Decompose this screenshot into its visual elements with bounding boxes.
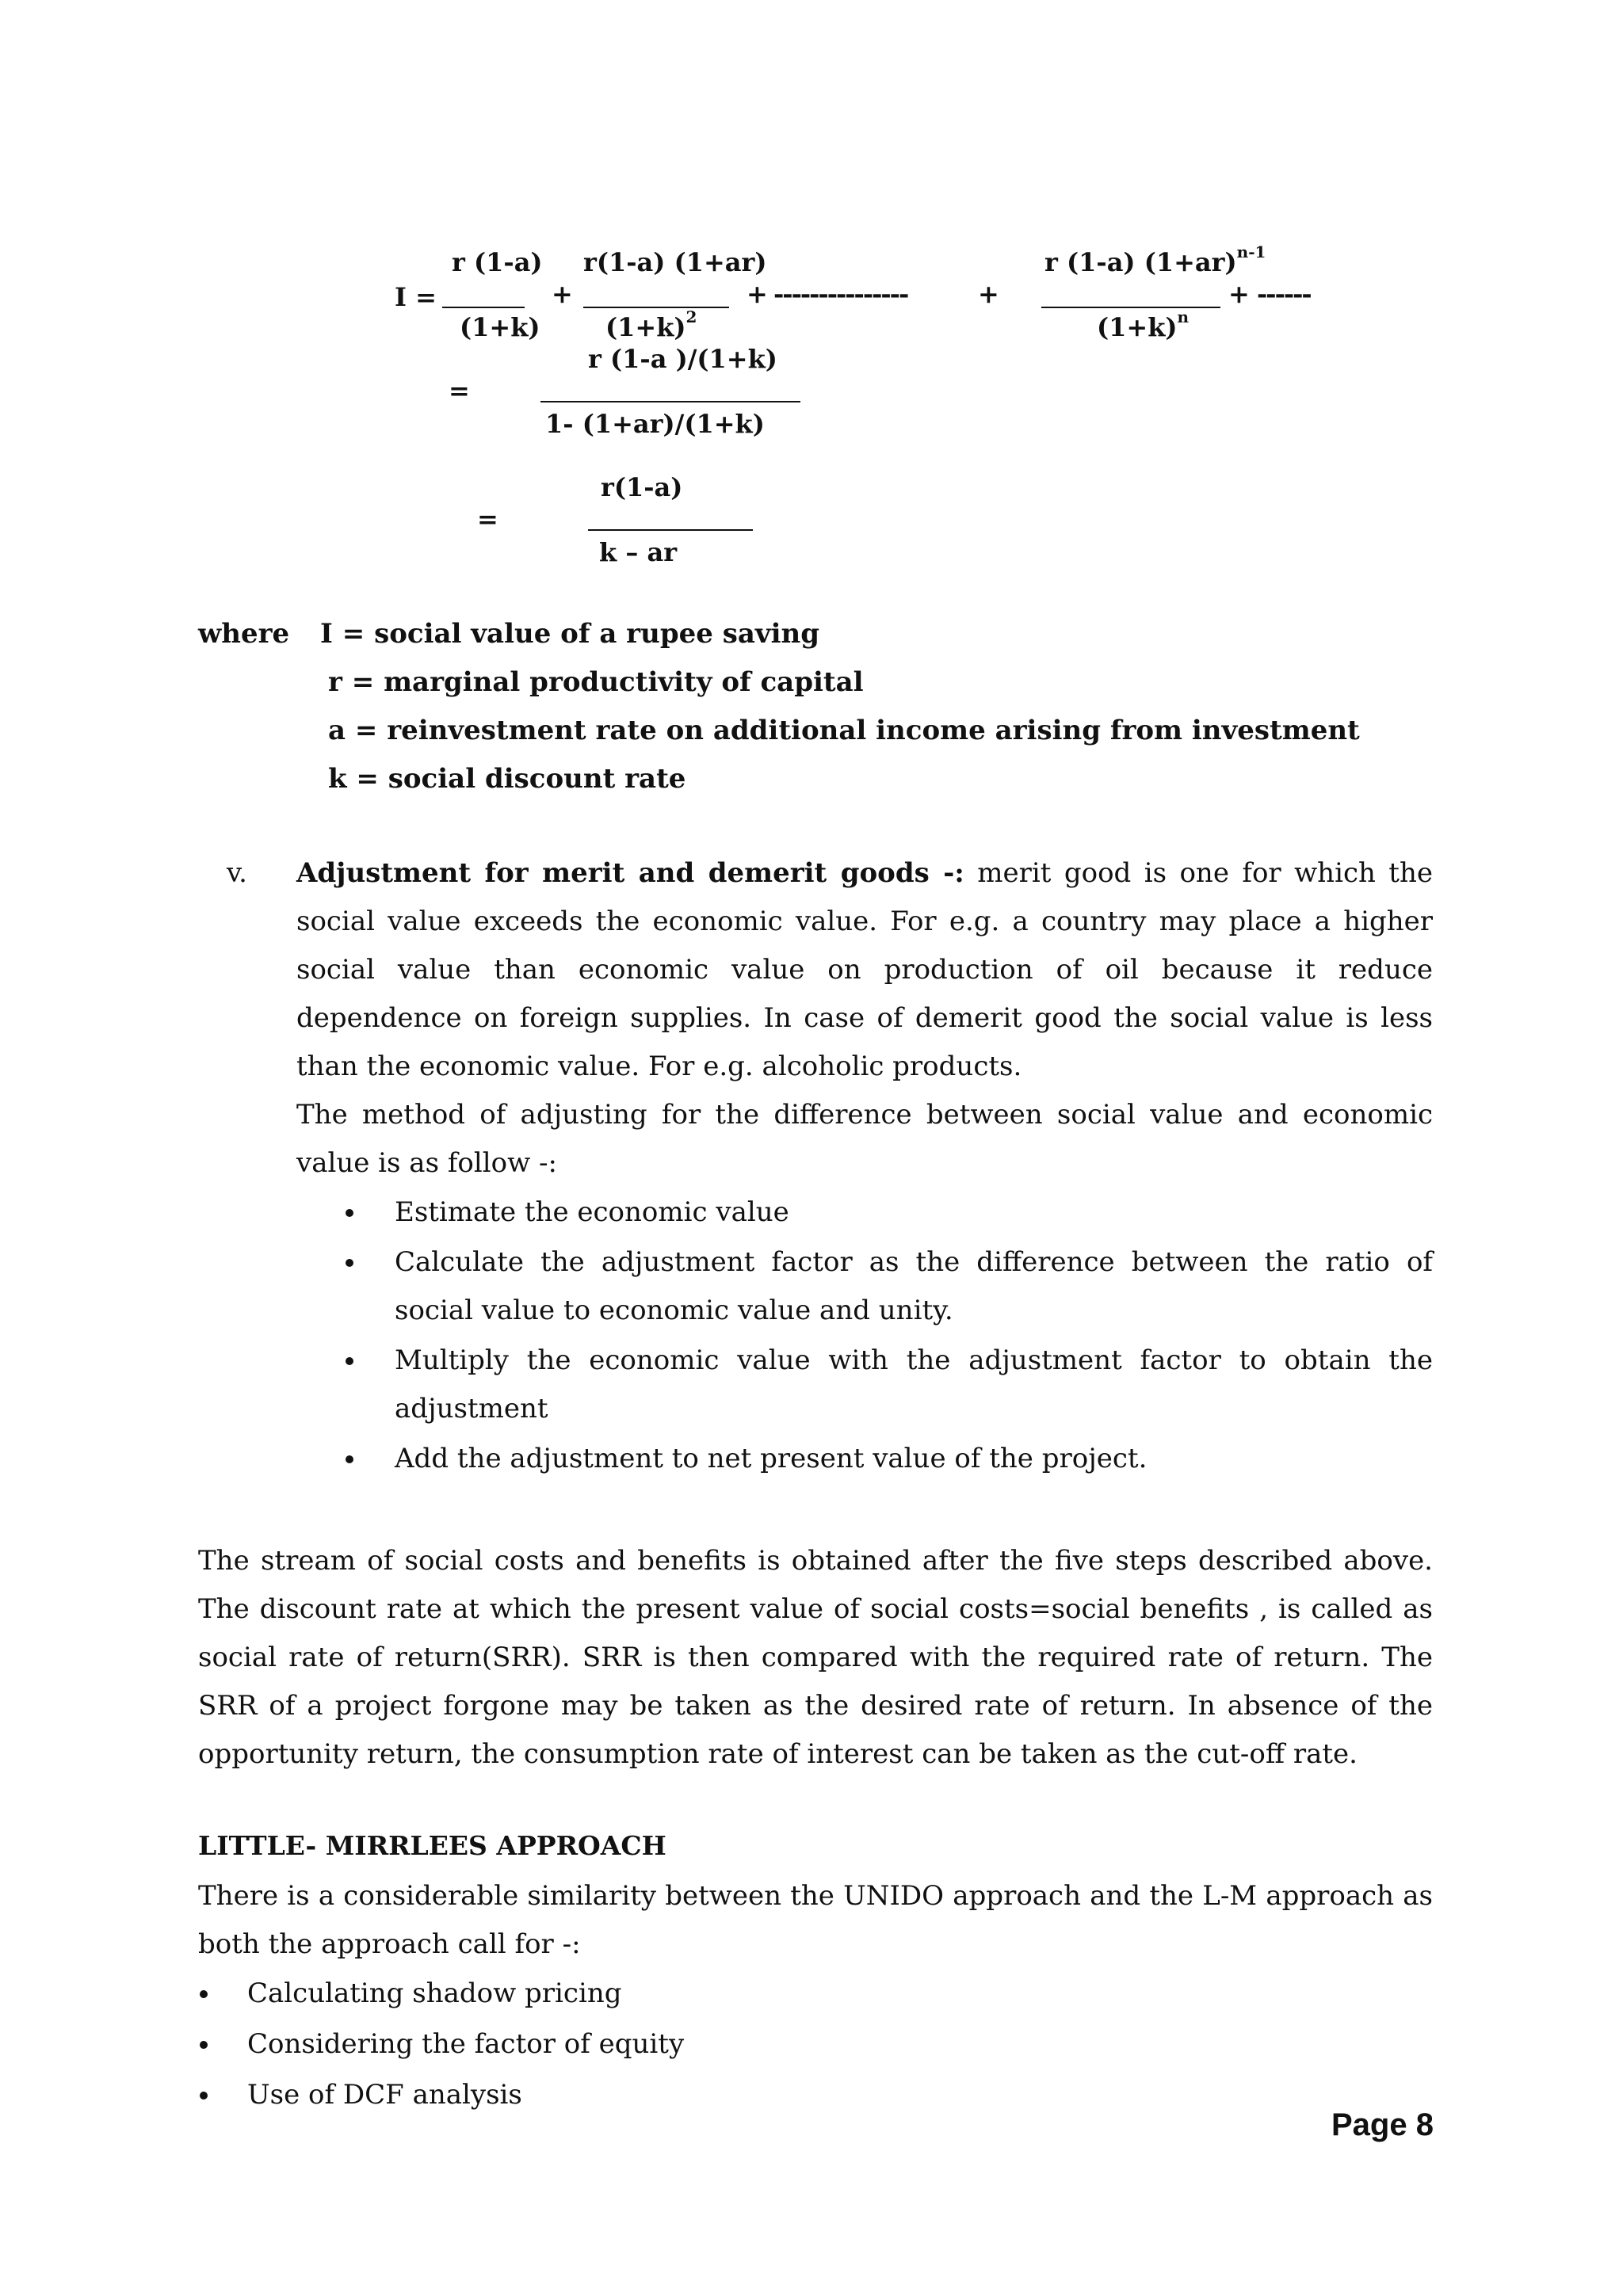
bullet-icon xyxy=(346,1357,353,1365)
term2-denominator: $(1+k)^2$ xyxy=(605,307,697,342)
section-v-paragraph: Adjustment for merit and demerit goods -: merit good is one for which the social value exceeds the economic value. For e.g. a country may place a higher social value than economic value on production of oil because it reduce dependence on foreign supplies. In case of demerit good the social value is less than the economic value. For e.g. alcoholic products. xyxy=(296,857,1433,1082)
list-item: Calculate the adjustment factor as the difference between the ratio of social value to economic value and unity. xyxy=(395,1238,1433,1335)
lm-requirements-list xyxy=(247,1970,1357,2119)
step3-numerator: r(1-a) xyxy=(601,472,683,502)
section-title: Adjustment for merit and demerit goods -: xyxy=(296,857,964,889)
step3-denominator: k – ar xyxy=(599,537,678,567)
list-item: Add the adjustment to net present value of the project. xyxy=(395,1435,1433,1483)
ellipsis-dashes: --------------- xyxy=(773,279,908,309)
bullet-icon xyxy=(200,2092,208,2100)
where-label: where xyxy=(198,618,290,650)
list-item: Estimate the economic value xyxy=(395,1188,1433,1237)
term2-numerator: r(1-a) (1+ar) xyxy=(583,247,767,277)
list-item: Calculating shadow pricing xyxy=(247,1970,1357,2018)
list-item: Multiply the economic value with the adjustment factor to obtain the adjustment xyxy=(395,1337,1433,1433)
definition-item: I = social value of a rupee saving xyxy=(320,618,820,650)
list-item: Considering the factor of equity xyxy=(247,2020,1357,2069)
adjustment-steps-list xyxy=(395,1188,1433,1483)
bullet-icon xyxy=(346,1455,353,1463)
fraction-bar xyxy=(583,307,729,308)
fraction-bar xyxy=(540,401,800,402)
equals-sign: = xyxy=(477,504,498,534)
step2-numerator: r (1-a )/(1+k) xyxy=(588,344,777,374)
section-heading: LITTLE- MIRRLEES APPROACH xyxy=(198,1830,666,1861)
plus-sign: + xyxy=(747,279,768,309)
term3-numerator: r (1-a) $(1+ar)^{n-1}$ xyxy=(1044,242,1266,277)
section-number: v. xyxy=(227,857,247,889)
bullet-icon xyxy=(200,1990,208,1998)
definition-item: a = reinvestment rate on additional income arising from investment xyxy=(328,715,1360,746)
formula-lhs: I = xyxy=(395,282,437,312)
plus-sign: + xyxy=(552,279,573,309)
summary-paragraph: The stream of social costs and benefits is obtained after the five steps described above. The discount rate at which the present value of social costs=social benefits , is called as social rate of return(SRR). SRR is then compared with the required rate of return. The SRR of a project forgone may be taken as the desired rate of return. In absence of the opportunity return, the consumption rate of interest can be taken as the cut-off rate. xyxy=(198,1545,1433,1770)
lm-intro-paragraph: There is a considerable similarity between the UNIDO approach and the L-M approach as both the approach call for -: xyxy=(198,1880,1433,1960)
list-item: Use of DCF analysis xyxy=(247,2071,1357,2119)
term1-numerator: r (1-a) xyxy=(452,247,543,277)
bullet-icon xyxy=(346,1209,353,1217)
ellipsis-dashes: ------ xyxy=(1257,279,1311,309)
term3-denominator: $(1+k)^n$ xyxy=(1097,307,1190,342)
definition-item: k = social discount rate xyxy=(328,763,686,795)
fraction-bar xyxy=(588,529,753,531)
plus-sign: + xyxy=(978,279,999,309)
term1-denominator: (1+k) xyxy=(460,312,540,342)
fraction-bar xyxy=(442,307,525,308)
bullet-icon xyxy=(346,1259,353,1267)
section-v-method-text: The method of adjusting for the difference between social value and economic value is as follow -: xyxy=(296,1099,1433,1179)
page-number: Page 8 xyxy=(1331,2107,1434,2142)
definition-item: r = marginal productivity of capital xyxy=(328,666,864,698)
step2-denominator: 1- (1+ar)/(1+k) xyxy=(545,409,765,439)
equals-sign: = xyxy=(449,376,470,406)
plus-sign: + xyxy=(1228,279,1250,309)
fraction-bar xyxy=(1041,307,1220,308)
bullet-icon xyxy=(200,2041,208,2049)
